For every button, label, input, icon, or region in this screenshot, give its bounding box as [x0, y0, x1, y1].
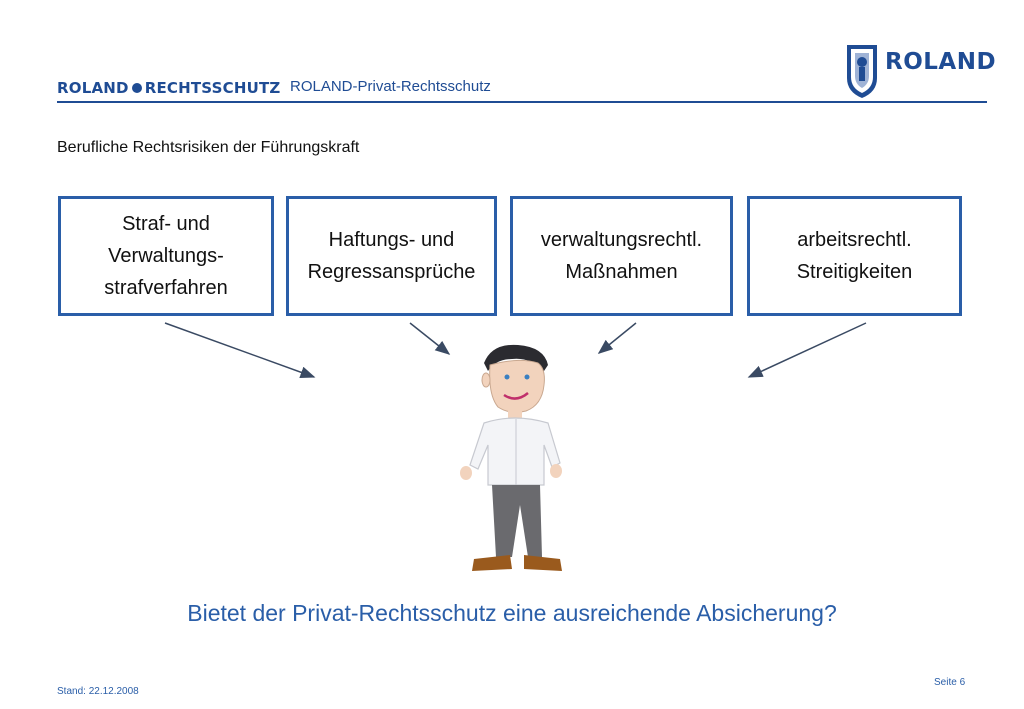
product-name: ROLAND-Privat-Rechtsschutz [290, 78, 491, 95]
brand-dot-icon [132, 83, 142, 93]
risk-box-label: Straf- und Verwaltungs- strafverfahren [104, 213, 228, 299]
manager-figure-drawing [440, 335, 590, 580]
brand-wordmark-part1: ROLAND [57, 79, 129, 97]
risk-box-liability-claims [286, 196, 497, 316]
key-question: Bietet der Privat-Rechtsschutz eine ausreichende Absicherung? [187, 600, 837, 626]
logo-wordmark: ROLAND [885, 49, 997, 75]
risk-box-administrative-measures [510, 196, 733, 316]
brand-wordmark [57, 79, 280, 97]
arrow-3 [599, 323, 636, 353]
risk-box-labour-disputes [747, 196, 962, 316]
risk-box-label: Haftungs- und Regressansprüche [307, 229, 476, 283]
page-title: Berufliche Rechtsrisiken der Führungskraft [57, 139, 360, 156]
header-divider [57, 101, 987, 103]
risk-box-label: verwaltungsrechtl. Maßnahmen [540, 229, 703, 283]
arrow-1 [165, 323, 314, 377]
arrow-4 [749, 323, 866, 377]
footer-date: Stand: 22.12.2008 [57, 686, 139, 697]
risk-box-criminal-proceedings [58, 196, 274, 316]
risk-box-label: arbeitsrechtl. Streitigkeiten [796, 229, 913, 283]
page-number: Seite 6 [934, 677, 966, 688]
brand-wordmark-part2: RECHTSSCHUTZ [144, 79, 281, 97]
